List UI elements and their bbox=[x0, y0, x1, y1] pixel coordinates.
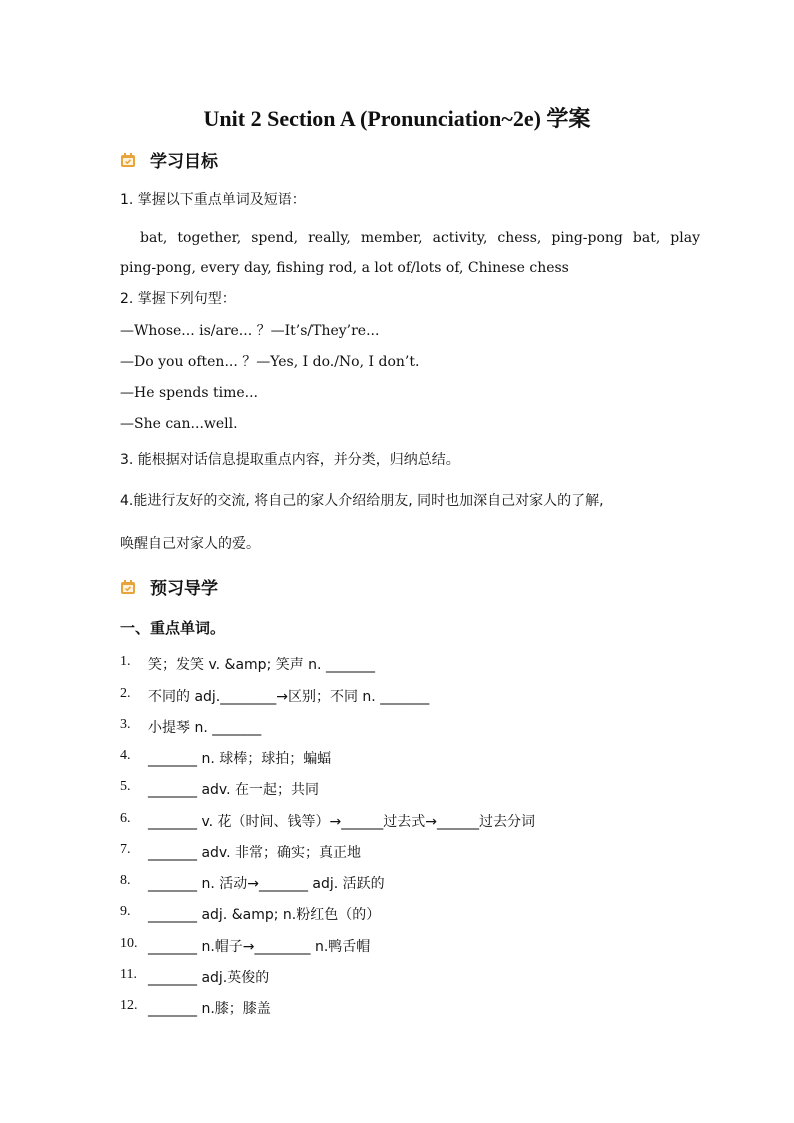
sentence-pattern: —Do you often... ？—Yes, I do./No, I don’t. bbox=[120, 354, 420, 370]
sentence-pattern: —She can...well. bbox=[120, 416, 238, 432]
item-number: 5. bbox=[120, 779, 131, 794]
vocab-heading: 一、重点单词。 bbox=[120, 619, 226, 637]
item-number: 11. bbox=[120, 967, 137, 982]
page-title: Unit 2 Section A (Pronunciation~2e) 学案 bbox=[203, 106, 591, 131]
section-goals bbox=[120, 147, 218, 172]
vocab-item bbox=[120, 748, 331, 768]
goal-words-line: bat, together, spend, really, member, activity, chess, ping-pong bat, play bbox=[140, 230, 700, 246]
vocab-item bbox=[120, 811, 535, 831]
item-text: _______ n. 球棒；球拍；蝙蝠 bbox=[148, 751, 332, 767]
vocab-item bbox=[120, 904, 380, 924]
sentence-pattern: —He spends time... bbox=[120, 385, 259, 401]
item-number: 9. bbox=[120, 904, 131, 919]
item-number: 1. bbox=[120, 654, 131, 669]
item-number: 2. bbox=[120, 686, 131, 701]
goal-line: 唤醒自己对家人的爱。 bbox=[120, 536, 260, 552]
goal-line: 2. 掌握下列句型： bbox=[120, 291, 236, 307]
item-number: 8. bbox=[120, 873, 131, 888]
goal-words-line: ping-pong, every day, fishing rod, a lot of/lots of, Chinese chess bbox=[120, 260, 569, 276]
vocab-item bbox=[120, 779, 319, 799]
vocab-item bbox=[120, 936, 370, 956]
item-text: 笑；发笑 v. &amp; 笑声 n. _______ bbox=[148, 657, 375, 673]
item-number: 3. bbox=[120, 717, 131, 732]
goal-line: 3. 能根据对话信息提取重点内容，并分类，归纳总结。 bbox=[120, 452, 460, 468]
vocab-item bbox=[120, 717, 261, 737]
item-text: _______ adv. 非常；确实；真正地 bbox=[148, 845, 362, 861]
sentence-pattern: —Whose... is/are... ？—It’s/They’re... bbox=[120, 323, 380, 339]
section-title: 学习目标 bbox=[150, 152, 218, 172]
goal-line: 1. 掌握以下重点单词及短语： bbox=[120, 192, 306, 208]
item-text: _______ n.膝；膝盖 bbox=[148, 1001, 271, 1017]
item-text: _______ n.帽子→________ n.鸭舌帽 bbox=[148, 939, 371, 955]
item-text: _______ adj. &amp; n.粉红色（的） bbox=[148, 907, 381, 923]
item-text: _______ adj.英俊的 bbox=[148, 970, 270, 986]
item-text: _______ adv. 在一起；共同 bbox=[148, 782, 320, 798]
item-number: 6. bbox=[120, 811, 131, 826]
calendar-icon bbox=[120, 152, 136, 168]
item-text: _______ n. 活动→_______ adj. 活跃的 bbox=[148, 876, 385, 892]
goal-line: 4.能进行友好的交流, 将自己的家人介绍给朋友, 同时也加深自己对家人的了解, bbox=[120, 493, 604, 509]
item-text: 不同的 adj.________→区别；不同 n. _______ bbox=[148, 689, 430, 705]
item-text: _______ v. 花（时间、钱等）→______过去式→______过去分词 bbox=[148, 814, 536, 830]
vocab-item bbox=[120, 686, 429, 706]
section-preview bbox=[120, 574, 218, 599]
calendar-icon bbox=[120, 579, 136, 595]
item-number: 4. bbox=[120, 748, 131, 763]
vocab-item bbox=[120, 842, 361, 862]
item-number: 10. bbox=[120, 936, 138, 951]
item-text: 小提琴 n. _______ bbox=[148, 720, 262, 736]
section-title: 预习导学 bbox=[150, 579, 218, 599]
item-number: 12. bbox=[120, 998, 138, 1013]
vocab-item bbox=[120, 967, 269, 987]
item-number: 7. bbox=[120, 842, 131, 857]
vocab-item bbox=[120, 998, 271, 1018]
vocab-item bbox=[120, 654, 375, 674]
vocab-item bbox=[120, 873, 385, 893]
